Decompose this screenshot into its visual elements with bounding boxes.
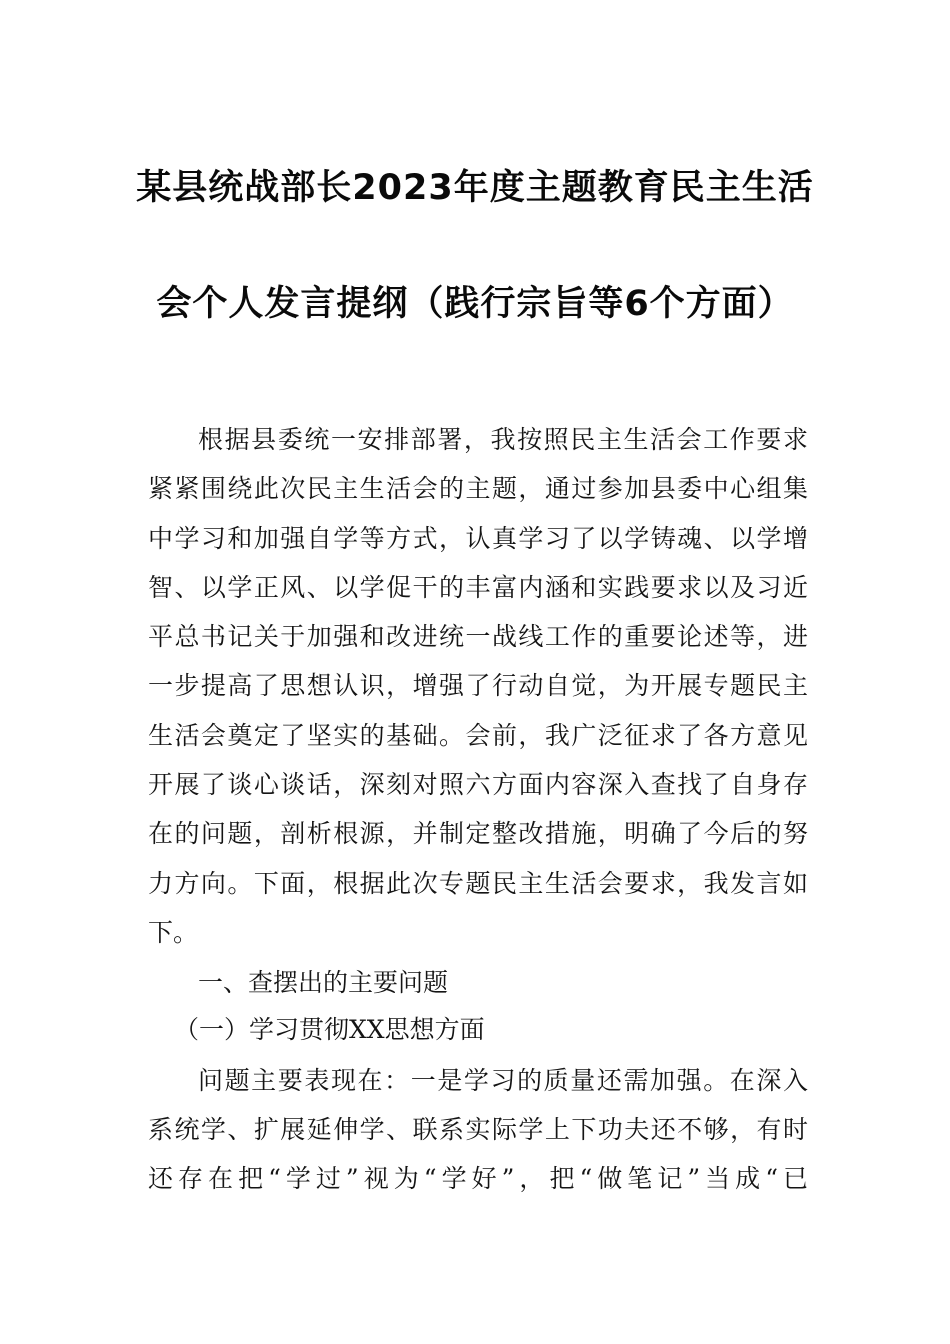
intro-paragraph-line: 下。 bbox=[148, 918, 199, 947]
document-title-line-2: 会个人发言提纲（践行宗旨等6个方面） bbox=[156, 284, 794, 324]
intro-paragraph-line: 紧紧围绕此次民主生活会的主题，通过参加县委中心组集 bbox=[148, 474, 808, 503]
section-heading: 一、查摆出的主要问题 bbox=[198, 968, 449, 997]
problem-paragraph-line: 系统学、扩展延伸学、联系实际学上下功夫还不够，有时 bbox=[148, 1115, 808, 1144]
intro-paragraph-line: 根据县委统一安排部署，我按照民主生活会工作要求 bbox=[198, 425, 808, 454]
intro-paragraph-line: 中学习和加强自学等方式，认真学习了以学铸魂、以学增 bbox=[148, 524, 808, 553]
problem-paragraph-line: 问题主要表现在：一是学习的质量还需加强。在深入 bbox=[198, 1066, 808, 1095]
intro-paragraph-line: 一步提高了思想认识，增强了行动自觉，为开展专题民主 bbox=[148, 671, 808, 700]
intro-paragraph-line: 平总书记关于加强和改进统一战线工作的重要论述等，进 bbox=[148, 622, 808, 651]
problem-paragraph-line: 还存在把“学过”视为“学好”，把“做笔记”当成“已 bbox=[148, 1164, 808, 1193]
subsection-heading: （一）学习贯彻XX思想方面 bbox=[174, 1015, 485, 1044]
intro-paragraph-line: 生活会奠定了坚实的基础。会前，我广泛征求了各方意见 bbox=[148, 721, 808, 750]
intro-paragraph-line: 开展了谈心谈话，深刻对照六方面内容深入查找了自身存 bbox=[148, 770, 808, 799]
intro-paragraph-line: 力方向。下面，根据此次专题民主生活会要求，我发言如 bbox=[148, 869, 808, 898]
intro-paragraph-line: 智、以学正风、以学促干的丰富内涵和实践要求以及习近 bbox=[148, 573, 808, 602]
document-title-line-1: 某县统战部长2023年度主题教育民主生活 bbox=[136, 168, 814, 208]
intro-paragraph-line: 在的问题，剖析根源，并制定整改措施，明确了今后的努 bbox=[148, 819, 808, 848]
